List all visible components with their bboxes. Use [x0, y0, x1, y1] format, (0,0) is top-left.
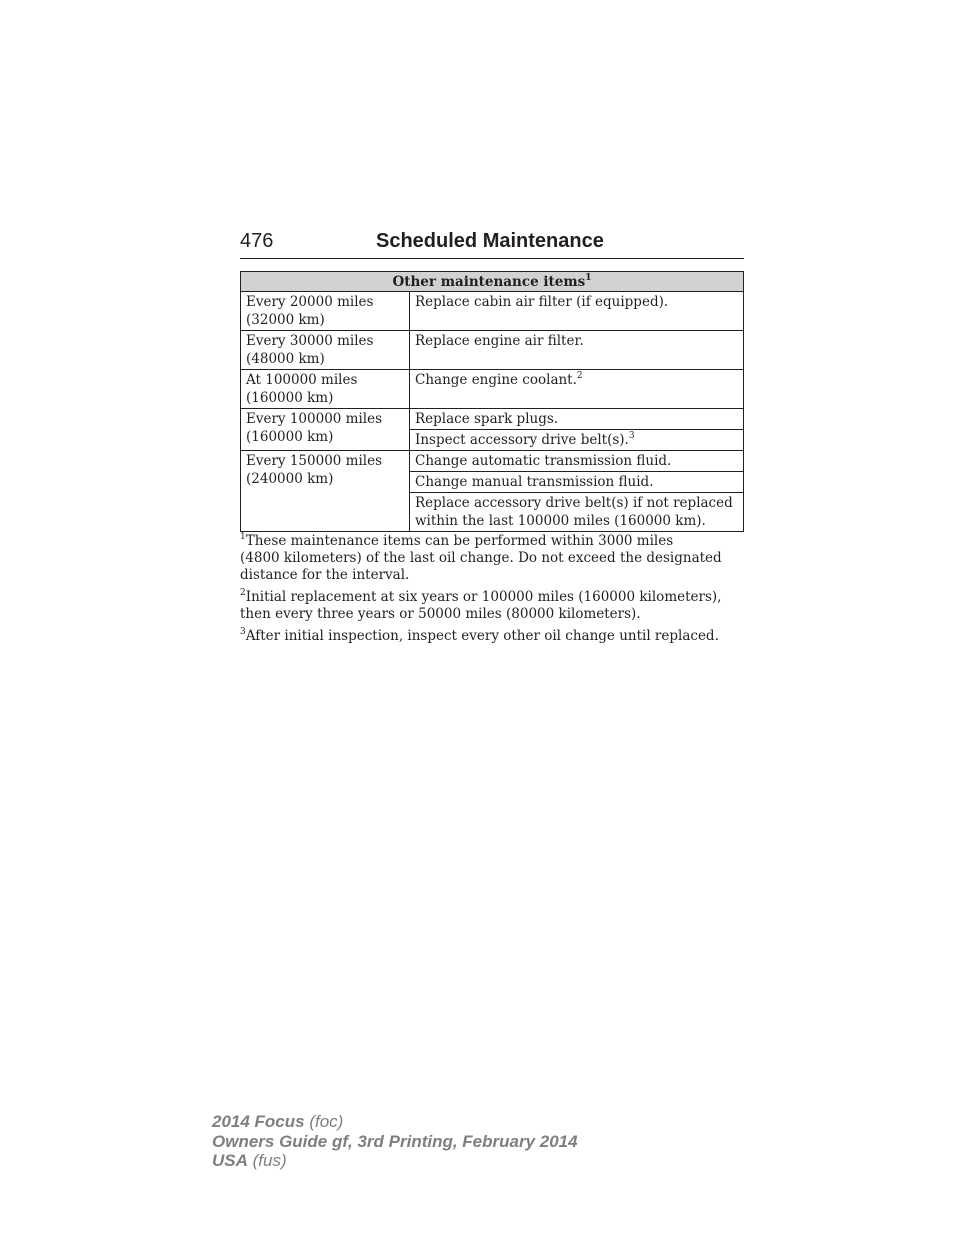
interval-cell — [241, 331, 410, 370]
task-cell — [410, 409, 744, 430]
footnote-line: After initial inspection, inspect every other oil change until replaced. — [245, 628, 719, 644]
task-cell — [410, 292, 744, 331]
table-title-footnote-mark: 1 — [585, 273, 592, 283]
table-title-text: Other maintenance items — [392, 274, 586, 290]
interval-metric: (160000 km) — [246, 390, 334, 406]
footnote-line: distance for the interval. — [240, 567, 410, 583]
table-row — [241, 292, 744, 331]
interval-cell — [241, 292, 410, 331]
page-number: 476 — [240, 230, 274, 252]
section-title: Scheduled Maintenance — [376, 230, 604, 252]
interval-text: Every 30000 miles — [246, 333, 374, 349]
footnote-line: Initial replacement at six years or 100000 miles (160000 kilometers), — [245, 589, 722, 605]
table-row — [241, 370, 744, 409]
footnote-line: then every three years or 50000 miles (80000 kilometers). — [240, 606, 641, 622]
footnote-mark: 1 — [240, 532, 246, 542]
task-cell — [410, 493, 744, 532]
footer-line-2 — [212, 1132, 578, 1152]
interval-cell — [241, 370, 410, 409]
task-cell — [410, 370, 744, 409]
footer-model-code: (foc) — [304, 1112, 344, 1131]
task-text: Change automatic transmission fluid. — [415, 453, 672, 469]
footer-line-3 — [212, 1151, 578, 1171]
footnote-1 — [240, 533, 750, 584]
table-row — [241, 331, 744, 370]
footnote-line: (4800 kilometers) of the last oil change. Do not exceed the designated — [240, 550, 722, 566]
table-header-row — [241, 272, 744, 292]
footer-market-code: (fus) — [247, 1151, 287, 1170]
task-text: Inspect accessory drive belt(s). — [415, 432, 629, 448]
interval-cell — [241, 451, 410, 532]
interval-metric: (240000 km) — [246, 471, 334, 487]
interval-cell — [241, 409, 410, 451]
task-cell — [410, 430, 744, 451]
footnote-mark: 3 — [240, 627, 246, 637]
footnote-mark: 2 — [240, 588, 246, 598]
task-text: Change manual transmission fluid. — [415, 474, 654, 490]
task-cell — [410, 472, 744, 493]
footnote-line: These maintenance items can be performed within 3000 miles — [245, 533, 674, 549]
page-header — [240, 229, 744, 259]
table-row — [241, 409, 744, 430]
footer-guide-info: Owners Guide gf, 3rd Printing, February 2014 — [212, 1131, 578, 1151]
interval-metric: (160000 km) — [246, 429, 334, 445]
interval-text: Every 100000 miles — [246, 411, 383, 427]
interval-text: Every 20000 miles — [246, 294, 374, 310]
footer-model: 2014 Focus — [212, 1112, 305, 1131]
interval-text: Every 150000 miles — [246, 453, 383, 469]
table-row — [241, 451, 744, 472]
task-text: Replace spark plugs. — [415, 411, 559, 427]
task-cell — [410, 331, 744, 370]
task-text: Replace accessory drive belt(s) if not replaced within the last 100000 miles (160000 km). — [415, 495, 733, 529]
footer-line-1 — [212, 1112, 578, 1132]
footnote-3 — [240, 628, 750, 645]
task-cell — [410, 451, 744, 472]
footnotes — [240, 533, 750, 650]
table-title — [241, 272, 744, 292]
footer-market: USA — [212, 1151, 248, 1170]
interval-text: At 100000 miles — [246, 372, 358, 388]
task-text: Replace engine air filter. — [415, 333, 584, 349]
interval-metric: (32000 km) — [246, 312, 325, 328]
task-text: Change engine coolant. — [415, 372, 577, 388]
task-text: Replace cabin air filter (if equipped). — [415, 294, 669, 310]
page-footer — [212, 1112, 578, 1171]
footnote-2 — [240, 589, 750, 623]
task-footnote-mark: 3 — [628, 431, 635, 441]
maintenance-table — [240, 271, 744, 532]
task-footnote-mark: 2 — [576, 371, 583, 381]
interval-metric: (48000 km) — [246, 351, 325, 367]
